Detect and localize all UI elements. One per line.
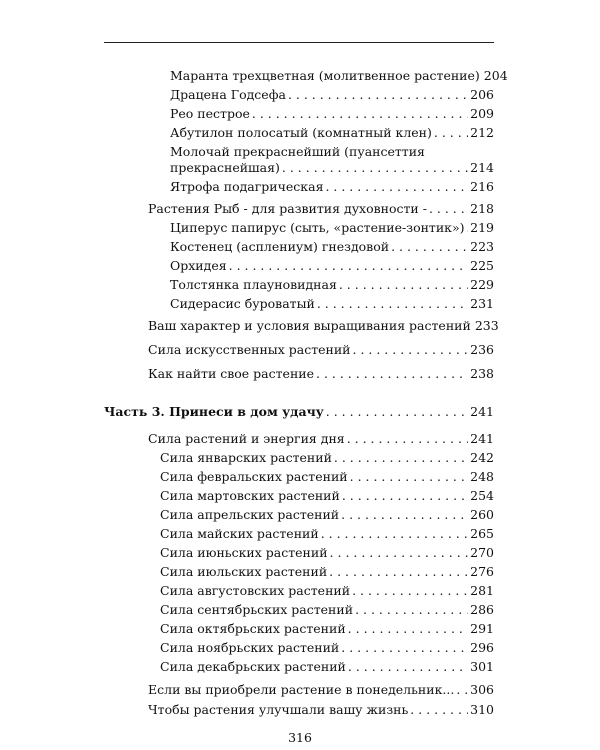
- toc-entry: [160, 621, 494, 636]
- toc-entry-title: Сила февральских растений: [160, 469, 348, 484]
- toc-entry-page: 248: [470, 469, 494, 484]
- toc-entry-title: Растения Рыб - для развития духовности -: [148, 201, 427, 216]
- toc-entry-page: 301: [470, 659, 494, 674]
- toc-entry-page: 306: [470, 682, 494, 697]
- toc-entry: [170, 277, 494, 292]
- toc-entry-page: 291: [470, 621, 494, 636]
- toc-part-heading: [104, 404, 494, 419]
- toc-entry-title: Сидерасис буроватый: [170, 296, 315, 311]
- toc-entry-page: 296: [470, 640, 494, 655]
- toc-entry-title: Сила искусственных растений: [148, 342, 351, 357]
- toc-entry-page: 214: [470, 160, 494, 175]
- toc-entry-title: Сила растений и энергия дня: [148, 431, 345, 446]
- toc-entry-page: 270: [470, 545, 494, 560]
- toc-entry: [148, 318, 499, 333]
- toc-entry: [160, 507, 494, 522]
- toc-entry: [160, 659, 494, 674]
- toc-entry-title: Маранта трехцветная (молитвенное растение): [170, 68, 480, 83]
- toc-entry: [170, 258, 494, 273]
- toc-entry-page: 238: [470, 366, 494, 381]
- toc-entry: [160, 564, 494, 579]
- toc-entry: [160, 583, 494, 598]
- toc-entry: [160, 526, 494, 541]
- toc-entry-page: 216: [470, 179, 494, 194]
- toc-entry: [160, 450, 494, 465]
- toc-entry-title: Если вы приобрели растение в понедельник...: [148, 682, 455, 697]
- toc-entry: [160, 602, 494, 617]
- toc-entry: [148, 431, 494, 446]
- toc-entry-title: Как найти свое растение: [148, 366, 315, 381]
- toc-entry-title: Драцена Годсефа: [170, 87, 286, 102]
- toc-entry-title: Сила ноябрьских растений: [160, 640, 340, 655]
- toc-entry: [170, 87, 494, 102]
- toc-entry-title: Ятрофа подагрическая: [170, 179, 324, 194]
- toc-entry-title: Сила августовских растений: [160, 583, 351, 598]
- toc-entry: [148, 682, 494, 697]
- toc-entry-title: Чтобы растения улучшали вашу жизнь: [148, 702, 409, 717]
- toc-entry-title: Костенец (асплениум) гнездовой: [170, 239, 390, 254]
- page-number: 316: [288, 730, 312, 745]
- toc-entry-title: Сила мартовских растений: [160, 488, 340, 503]
- toc-entry-title-line1: Молочай прекраснейший (пуансеттия: [170, 144, 425, 159]
- toc-entry-page: 236: [470, 342, 494, 357]
- toc-entry: [170, 220, 494, 235]
- toc-entry: [148, 201, 494, 216]
- top-rule: [104, 42, 494, 43]
- toc-entry: [170, 106, 494, 121]
- toc-entry-title: Орхидея: [170, 258, 227, 273]
- toc-entry-page: 241: [470, 404, 494, 419]
- toc-entry: [160, 640, 494, 655]
- toc-entry-page: 276: [470, 564, 494, 579]
- toc-entry-title: Сила апрельских растений: [160, 507, 340, 522]
- toc-entry: [160, 545, 494, 560]
- toc-entry-title: Сила декабрьских растений: [160, 659, 346, 674]
- toc-entry: [160, 488, 494, 503]
- toc-entry-title: Сила октябрьских растений: [160, 621, 346, 636]
- toc-entry-page: 206: [470, 87, 494, 102]
- toc-entry-title: Часть 3. Принеси в дом удачу: [104, 404, 324, 419]
- toc-entry-title: Сила июньских растений: [160, 545, 328, 560]
- toc-entry-page: 223: [470, 239, 494, 254]
- toc-entry: [170, 179, 494, 194]
- toc-entry-title: Циперус папирус (сыть, «растение-зонтик»): [170, 220, 465, 235]
- toc-entry-page: 219: [470, 220, 494, 235]
- toc-entry-page: 254: [470, 488, 494, 503]
- toc-entry-page: 225: [470, 258, 494, 273]
- toc-entry: [170, 160, 494, 175]
- toc-entry-title: Сила майских растений: [160, 526, 319, 541]
- toc-entry-page: 229: [470, 277, 494, 292]
- toc-entry: [170, 125, 494, 140]
- toc-entry: [160, 469, 494, 484]
- toc-entry: [148, 366, 494, 381]
- toc-entry-title: прекраснейшая): [170, 160, 280, 175]
- toc-entry-page: 212: [470, 125, 494, 140]
- toc-entry: [170, 239, 494, 254]
- toc-entry-title: Ваш характер и условия выращивания растений: [148, 318, 471, 333]
- toc-entry-page: 242: [470, 450, 494, 465]
- toc-entry-title: Абутилон полосатый (комнатный клен): [170, 125, 432, 140]
- toc-entry-title: Сила сентябрьских растений: [160, 602, 354, 617]
- toc-entry: [148, 702, 494, 717]
- toc-entry-title: Сила январских растений: [160, 450, 332, 465]
- toc-entry-page: 209: [470, 106, 494, 121]
- toc-entry-page: 310: [470, 702, 494, 717]
- toc-entry: [170, 296, 494, 311]
- toc-entry-title: Толстянка плауновидная: [170, 277, 337, 292]
- toc-entry-title: Сила июльских растений: [160, 564, 328, 579]
- toc-entry-page: 233: [474, 318, 499, 333]
- toc-entry-title: Рео пестрое: [170, 106, 250, 121]
- toc-entry-page: 260: [470, 507, 494, 522]
- toc-entry: [170, 68, 508, 83]
- toc-entry: [148, 342, 494, 357]
- toc-entry-page: 218: [470, 201, 494, 216]
- toc-entry-page: 204: [483, 68, 508, 83]
- toc-entry-page: 231: [470, 296, 494, 311]
- toc-entry-page: 265: [470, 526, 494, 541]
- toc-entry-page: 281: [470, 583, 494, 598]
- toc-entry-page: 286: [470, 602, 494, 617]
- toc-entry-page: 241: [470, 431, 494, 446]
